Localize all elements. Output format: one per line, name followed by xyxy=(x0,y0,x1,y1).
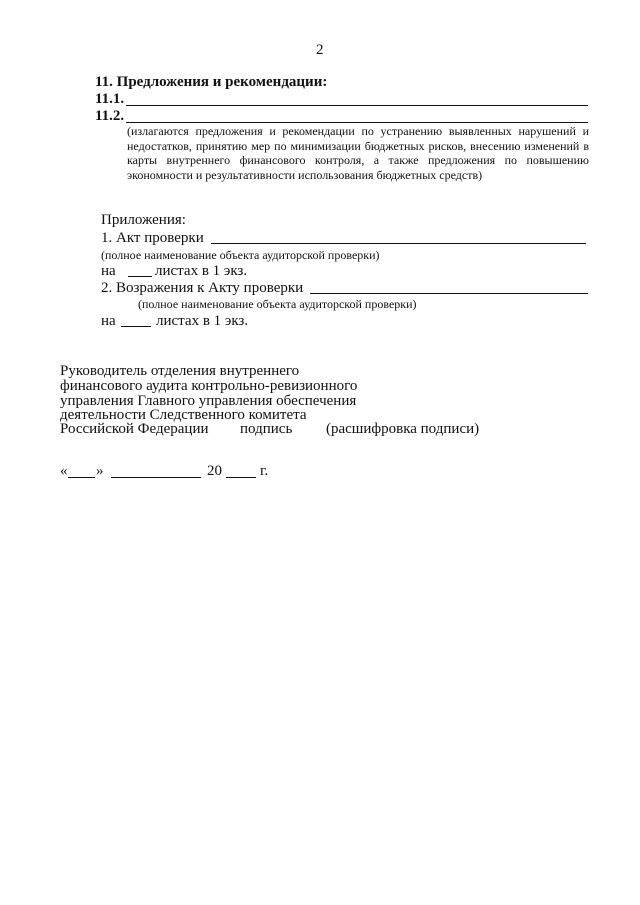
signature-line-1: Руководитель отделения внутреннего xyxy=(60,363,300,379)
attachment-2-sheets-line[interactable] xyxy=(121,326,151,327)
attachment-2-label: 2. Возражения к Акту проверки xyxy=(101,280,304,296)
date-year-prefix: 20 xyxy=(207,463,222,479)
recommendations-note: (излагаются предложения и рекомендации по устранению выявленных нарушений и недостатков, принятию мер по минимизации бюджетных рисков, внесению изменений в карты внутреннего финансового контроля, а также предложения по повышению экономности и результативности использования бюджетных средств) xyxy=(127,124,589,182)
signature-line-4: деятельности Следственного комитета xyxy=(60,407,307,423)
date-year-line[interactable] xyxy=(226,477,256,478)
page-number: 2 xyxy=(316,42,324,58)
signature-sign-label: подпись xyxy=(240,421,293,437)
attachment-1-sheets: листах в 1 экз. xyxy=(155,263,248,279)
signature-line-3: управления Главного управления обеспечения xyxy=(60,393,357,409)
attachment-2-sheets: листах в 1 экз. xyxy=(156,313,249,329)
signature-line-2: финансового аудита контрольно-ревизионного xyxy=(60,378,358,394)
attachment-1-sheets-line[interactable] xyxy=(128,276,152,277)
date-year-suffix: г. xyxy=(260,463,269,479)
attachment-1-line[interactable] xyxy=(211,243,586,244)
signature-decode-label: (расшифровка подписи) xyxy=(326,421,480,437)
attachment-1-label: 1. Акт проверки xyxy=(101,230,204,246)
date-day-line[interactable] xyxy=(68,477,95,478)
item-11-1-line[interactable] xyxy=(126,105,588,106)
attachment-1-note: (полное наименование объекта аудиторской проверки) xyxy=(101,248,380,262)
date-close-quote: » xyxy=(96,463,104,479)
attachment-2-note: (полное наименование объекта аудиторской проверки) xyxy=(138,297,417,311)
attachment-2-line[interactable] xyxy=(310,293,588,294)
attachment-2-na: на xyxy=(101,313,116,329)
signature-line-5: Российской Федерации xyxy=(60,421,209,437)
section-title: 11. Предложения и рекомендации: xyxy=(95,74,328,90)
attachment-1-na: на xyxy=(101,263,116,279)
attachments-heading: Приложения: xyxy=(101,212,186,228)
item-11-1-label: 11.1. xyxy=(95,91,125,107)
date-open-quote: « xyxy=(60,463,68,479)
item-11-2-line[interactable] xyxy=(126,122,588,123)
item-11-2-label: 11.2. xyxy=(95,108,125,124)
date-month-line[interactable] xyxy=(111,477,201,478)
